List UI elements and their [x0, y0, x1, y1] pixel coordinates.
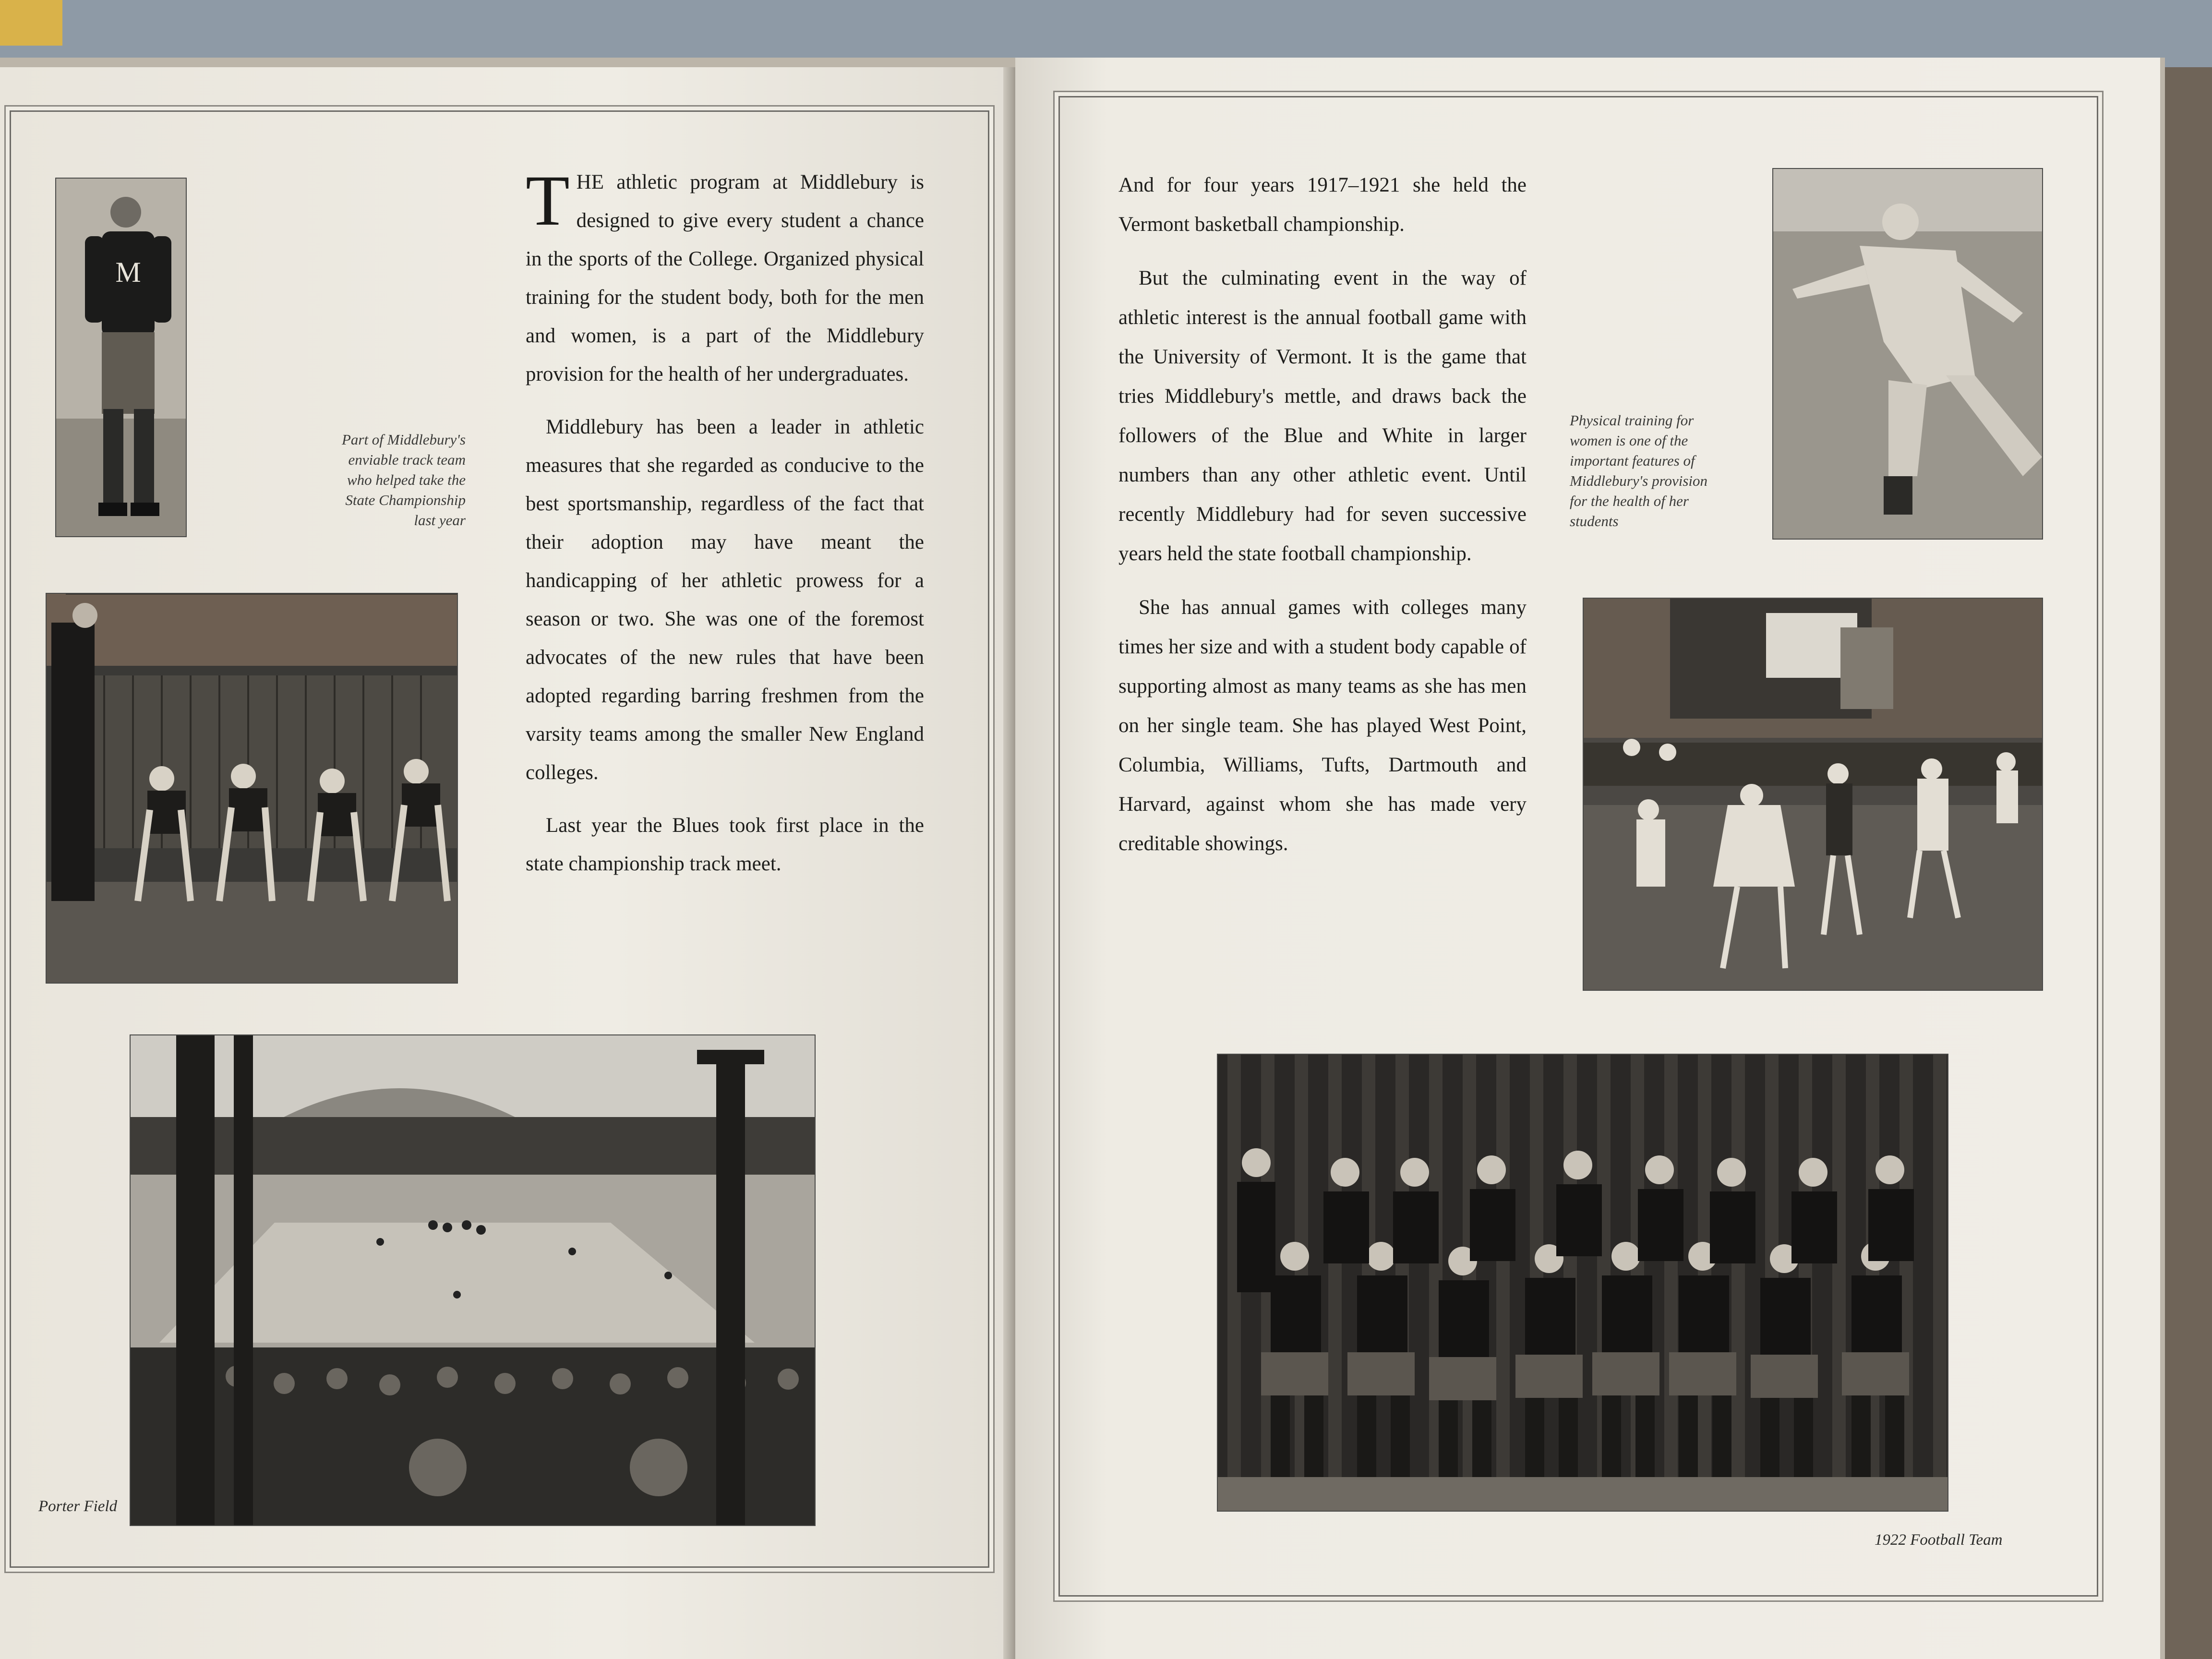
track-start-photo [46, 593, 458, 984]
track-team-caption: Part of Middlebury's enviable track team who helped take the State Championship last year [341, 431, 466, 529]
porter-field-photo [130, 1034, 816, 1526]
porter-field-caption: Porter Field [38, 1498, 118, 1515]
background-tab [0, 0, 62, 46]
right-paragraph-2: But the culminating event in the way of athletic interest is the annual football game with the University of Vermont. It is the game that tries Middlebury's mettle, and draws back the followers of the Blue and White in larger numbers than any other athletic event. Until recently Middlebury had for seven successive years held the state football championship. [1118, 267, 1527, 565]
track-athlete-photo [55, 178, 187, 537]
womens-basketball-photo [1583, 598, 2043, 991]
baseball-pitcher-photo [1772, 168, 2043, 540]
left-paragraph-2: Middlebury has been a leader in athletic measures that she regarded as conducive to the best sportsmanship, regardless of the fact that their adoption may have meant the handicapping of her athletic prowess for a season or two. She was one of the foremost advocates of the new rules that have been adopted regarding barring freshmen from the varsity teams among the smaller New England colleges. [526, 416, 924, 784]
left-paragraph-1 [526, 163, 924, 394]
sweater-letter: M [115, 256, 141, 288]
women-training-caption: Physical training for women is one of the important features of Middlebury's provision for the health of her students [1570, 412, 1708, 529]
left-paragraph-3: Last year the Blues took first place in the state championship track meet. [526, 814, 924, 875]
football-team-caption: 1922 Football Team [1875, 1531, 2003, 1549]
left-paragraph-1-text: HE athletic program at Middlebury is designed to give every student a chance in the sports of the College. Organized physical training for the student body, both for the men and women, is a part of the Middlebury provision for the health of her undergraduates. [526, 171, 924, 385]
right-paragraph-1: And for four years 1917–1921 she held the Vermont basketball championship. [1118, 174, 1527, 236]
left-article-text [526, 163, 924, 898]
background-wall [0, 0, 2212, 67]
football-team-photo [1217, 1054, 1948, 1512]
right-article-text [1118, 166, 1527, 878]
drop-cap-letter: T [526, 161, 570, 240]
right-paragraph-3: She has annual games with colleges many times her size and with a student body capable of supporting almost as many teams as she has men on her single team. She has played West Point, Columbia, Williams, Tufts, Dartmouth and Harvard, against whom she has made very creditable showings. [1118, 596, 1527, 855]
